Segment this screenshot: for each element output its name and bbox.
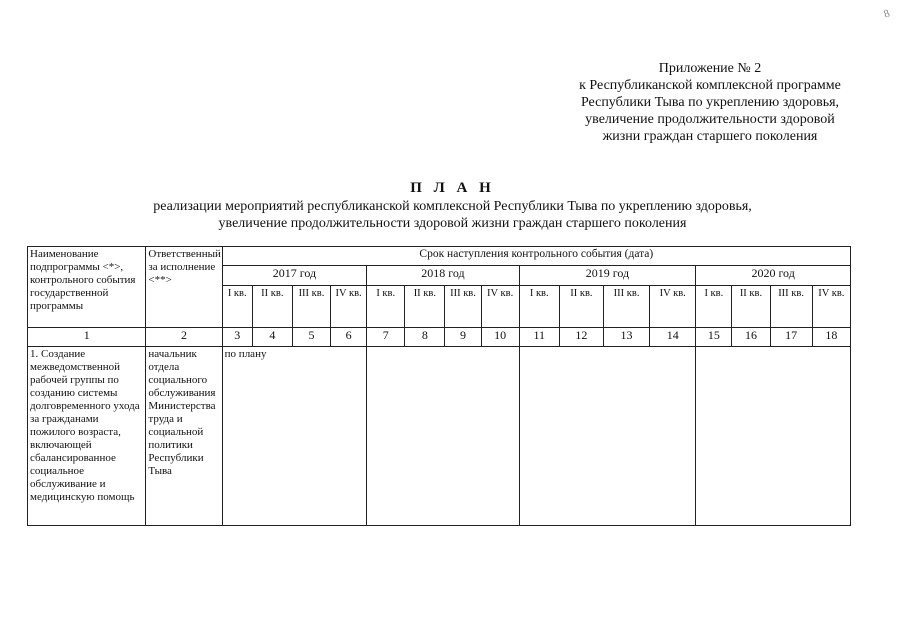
quarter-header: I кв.	[696, 285, 732, 327]
year-header: 2019 год	[519, 266, 696, 285]
quarter-header: II кв.	[405, 285, 445, 327]
appendix-line: Республики Тыва по укреплению здоровья,	[580, 95, 840, 110]
plan-title: П Л А Н	[410, 180, 495, 196]
quarter-header: I кв.	[519, 285, 559, 327]
quarter-header: III кв.	[445, 285, 481, 327]
appendix-header	[540, 60, 880, 145]
event-term-2019	[519, 347, 696, 526]
event-name: 1. Создание межведомственной рабочей группы по созданию системы долговременного ухода за гражданами пожилого возраста, включающей сбалансированное социальное обслуживание и медицинскую помощь	[28, 347, 146, 526]
quarter-header: I кв.	[367, 285, 405, 327]
column-number: 17	[770, 327, 812, 346]
column-number: 2	[146, 327, 222, 346]
column-number: 16	[732, 327, 770, 346]
column-number: 13	[603, 327, 649, 346]
quarter-header: III кв.	[292, 285, 330, 327]
column-number: 14	[650, 327, 696, 346]
plan-subtitle-line: увеличение продолжительности здоровой жизни граждан старшего поколения	[218, 216, 687, 231]
column-number: 3	[222, 327, 252, 346]
appendix-line: Приложение № 2	[658, 61, 762, 76]
appendix-line: к Республиканской комплексной программе	[579, 78, 841, 93]
quarter-header: II кв.	[732, 285, 770, 327]
column-number: 12	[559, 327, 603, 346]
quarter-header: III кв.	[770, 285, 812, 327]
header-subprogram-name: Наименование подпрограммы <*>, контрольного события государственной программы	[28, 247, 146, 328]
quarter-header: IV кв.	[650, 285, 696, 327]
quarter-header: II кв.	[559, 285, 603, 327]
year-header: 2018 год	[367, 266, 520, 285]
column-number: 10	[481, 327, 519, 346]
column-number: 11	[519, 327, 559, 346]
event-responsible: начальник отдела социального обслуживания Министерства труда и социальной политики Республики Тыва	[146, 347, 222, 526]
column-number: 1	[28, 327, 146, 346]
appendix-line: жизни граждан старшего поколения	[602, 129, 818, 144]
quarter-header: IV кв.	[481, 285, 519, 327]
event-term-2017: по плану	[222, 347, 366, 526]
column-number: 18	[812, 327, 850, 346]
plan-subtitle-line: реализации мероприятий республиканской комплексной Республики Тыва по укреплению здоровья,	[153, 199, 752, 214]
header-responsible: Ответственный за исполнение <**>	[146, 247, 222, 328]
column-number: 6	[331, 327, 367, 346]
quarter-header: I кв.	[222, 285, 252, 327]
quarter-header: III кв.	[603, 285, 649, 327]
year-header: 2020 год	[696, 266, 851, 285]
plan-subtitle	[0, 198, 905, 232]
header-term: Срок наступления контрольного события (дата)	[222, 247, 850, 266]
event-term-2020	[696, 347, 851, 526]
quarter-header: IV кв.	[331, 285, 367, 327]
column-number: 7	[367, 327, 405, 346]
corner-mark: 8	[882, 7, 892, 21]
column-number: 15	[696, 327, 732, 346]
event-term-2018	[367, 347, 520, 526]
quarter-header: IV кв.	[812, 285, 850, 327]
plan-table	[27, 246, 851, 526]
appendix-line: увеличение продолжительности здоровой	[585, 112, 835, 127]
quarter-header: II кв.	[252, 285, 292, 327]
year-header: 2017 год	[222, 266, 366, 285]
column-number: 9	[445, 327, 481, 346]
column-number: 5	[292, 327, 330, 346]
column-number: 4	[252, 327, 292, 346]
column-number: 8	[405, 327, 445, 346]
table-row	[28, 347, 851, 526]
